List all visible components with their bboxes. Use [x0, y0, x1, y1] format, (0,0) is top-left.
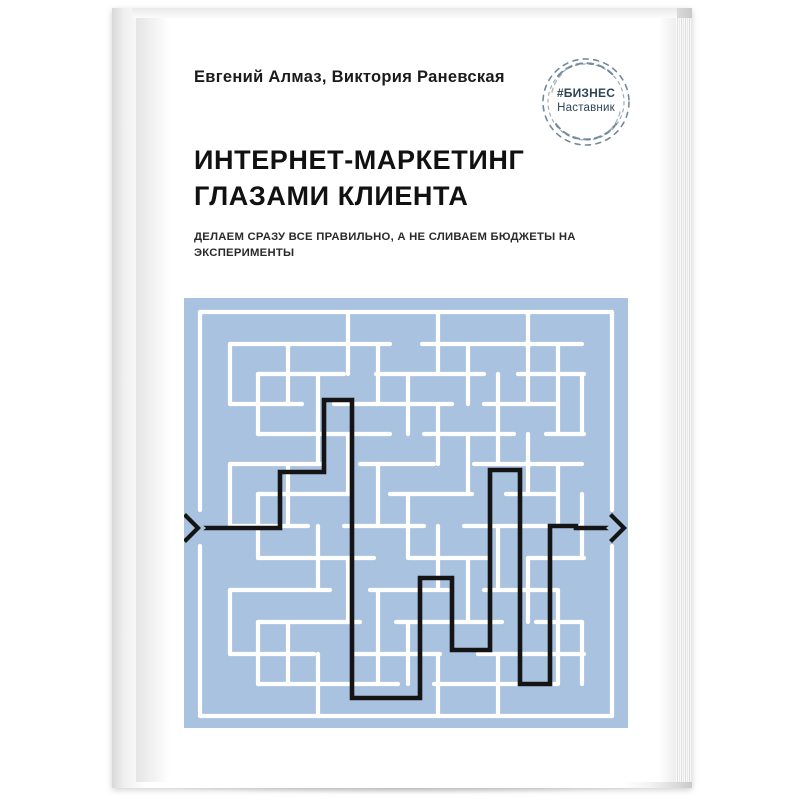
spine-shading: [136, 18, 170, 782]
book-front-cover: [136, 18, 676, 782]
maze-svg: [184, 278, 628, 748]
title-line-1: ИНТЕРНЕТ-МАРКЕТИНГ: [194, 145, 525, 175]
authors-line: Евгений Алмаз, Виктория Раневская: [194, 68, 505, 86]
book-title: [194, 143, 614, 215]
badge-text-group: [538, 86, 634, 115]
cover-edge-shading: [658, 18, 676, 782]
badge-line-2: Наставник: [557, 102, 615, 114]
title-line-2: ГЛАЗАМИ КЛИЕНТА: [194, 180, 469, 211]
badge-line-1: #БИЗНЕС: [556, 86, 616, 100]
business-mentor-badge: [538, 54, 634, 150]
book-subtitle: ДЕЛАЕМ СРАЗУ ВСЕ ПРАВИЛЬНО, А НЕ СЛИВАЕМ БЮДЖЕТЫ НА ЭКСПЕРИМЕНТЫ: [194, 231, 576, 259]
book-block: [112, 8, 692, 788]
book-top-edge: [132, 8, 677, 18]
maze-illustration: [184, 278, 628, 748]
